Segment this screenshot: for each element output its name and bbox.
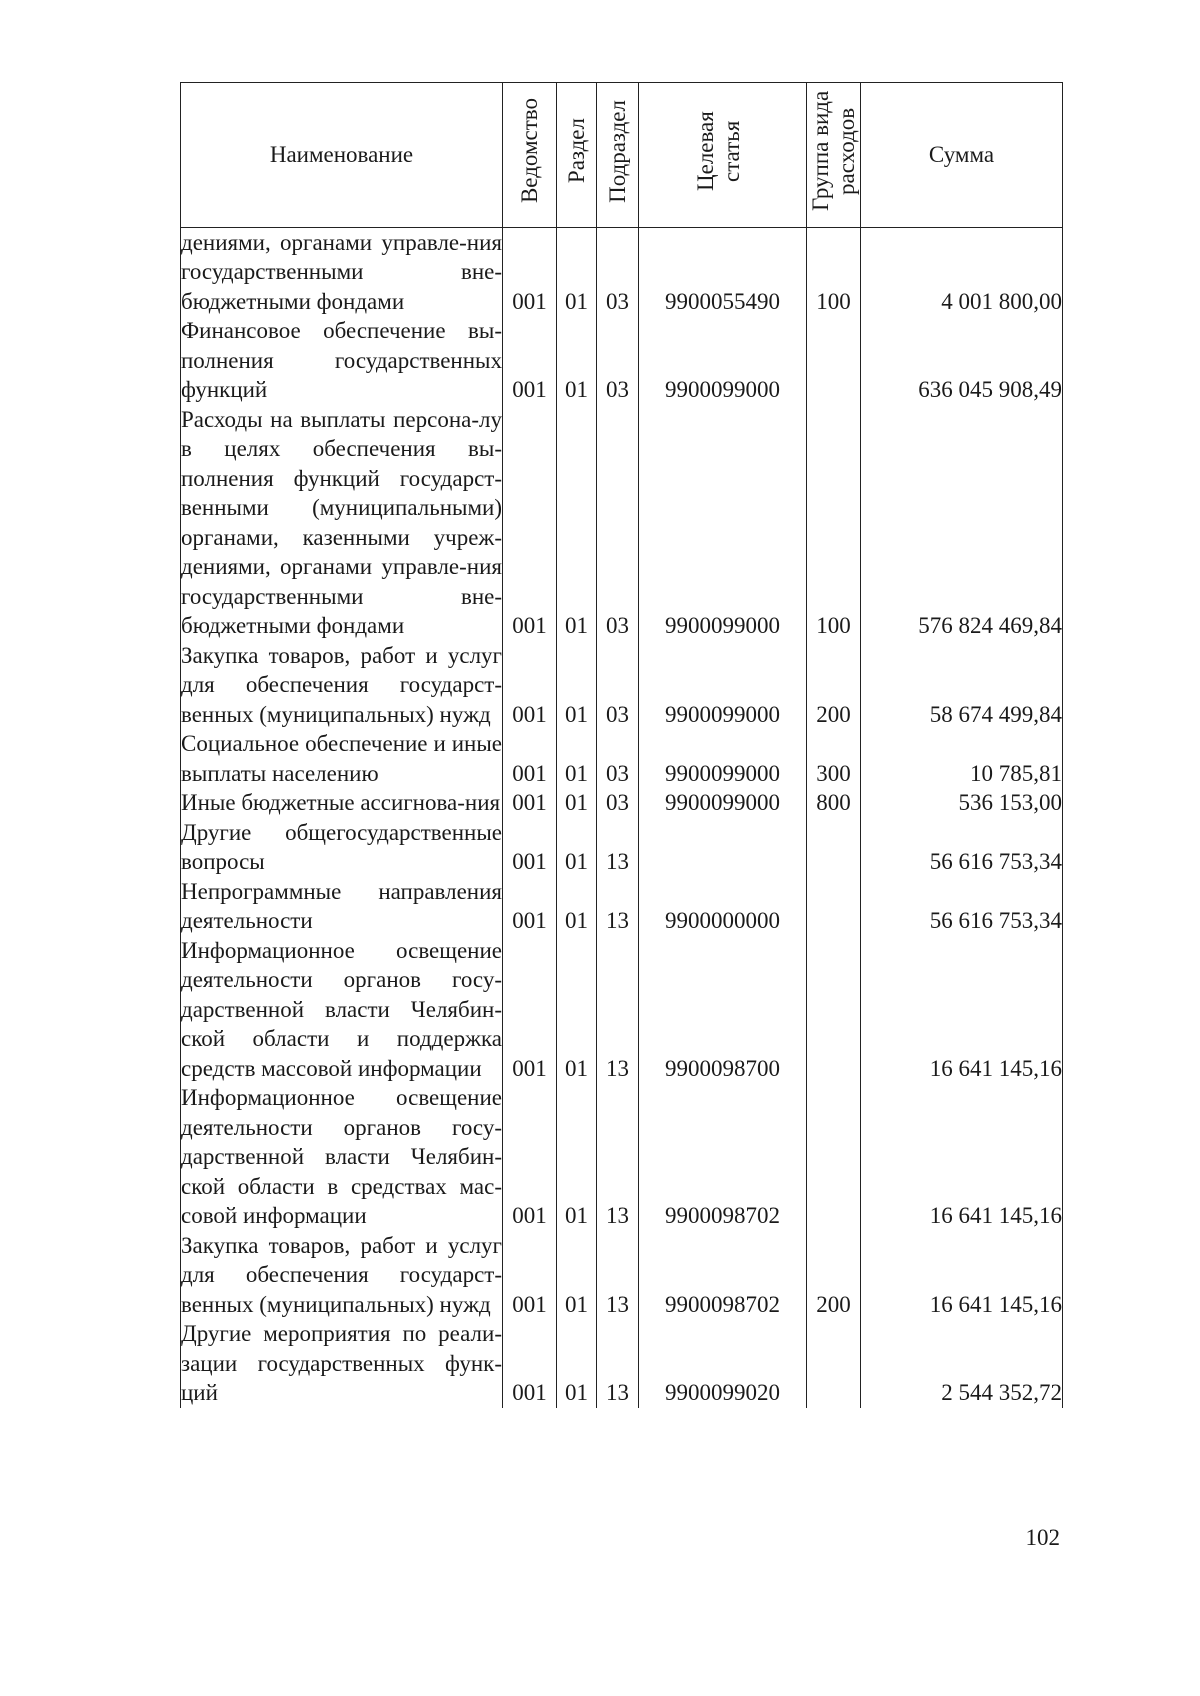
row-sum: 56 616 753,34 bbox=[861, 877, 1063, 936]
header-sum-label: Сумма bbox=[928, 142, 995, 167]
row-sum: 16 641 145,16 bbox=[861, 1083, 1063, 1231]
header-group-label: Группа вида расходов bbox=[807, 90, 859, 212]
header-subsection-label: Подраздел bbox=[604, 99, 630, 203]
row-subsection: 13 bbox=[597, 1319, 639, 1408]
row-sum: 636 045 908,49 bbox=[861, 316, 1063, 405]
row-subsection: 13 bbox=[597, 1083, 639, 1231]
header-subsection bbox=[597, 83, 639, 228]
row-group bbox=[807, 1083, 861, 1231]
row-dept: 001 bbox=[503, 1319, 557, 1408]
row-dept: 001 bbox=[503, 788, 557, 818]
table-header-row bbox=[181, 83, 1063, 228]
row-dept: 001 bbox=[503, 316, 557, 405]
table-row bbox=[181, 405, 1063, 641]
row-dept: 001 bbox=[503, 729, 557, 788]
row-target: 9900098702 bbox=[639, 1231, 807, 1320]
row-subsection: 03 bbox=[597, 788, 639, 818]
table-body bbox=[181, 227, 1063, 1408]
row-sum: 576 824 469,84 bbox=[861, 405, 1063, 641]
header-section-label: Раздел bbox=[563, 118, 589, 184]
row-section: 01 bbox=[557, 1231, 597, 1320]
row-subsection: 13 bbox=[597, 818, 639, 877]
row-sum: 16 641 145,16 bbox=[861, 1231, 1063, 1320]
row-target: 9900099000 bbox=[639, 788, 807, 818]
page-number: 102 bbox=[1025, 1525, 1060, 1550]
row-target: 9900055490 bbox=[639, 227, 807, 316]
row-name: Информационное освещение деятельности органов госу-дарственной власти Челябин-ской области в средствах мас-совой информации bbox=[181, 1083, 503, 1231]
row-sum: 4 001 800,00 bbox=[861, 227, 1063, 316]
row-target: 9900098702 bbox=[639, 1083, 807, 1231]
header-group bbox=[807, 83, 861, 228]
table-row bbox=[181, 316, 1063, 405]
header-target bbox=[639, 83, 807, 228]
table-row bbox=[181, 818, 1063, 877]
table-row bbox=[181, 936, 1063, 1084]
row-name: Другие общегосударственные вопросы bbox=[181, 818, 503, 877]
row-sum: 58 674 499,84 bbox=[861, 641, 1063, 730]
row-name: Расходы на выплаты персона-лу в целях обеспечения вы-полнения функций государст-венными (муниципальными) органами, казенными учреж-дениями, органами управле-ния государственными вне-бюджетными фондами bbox=[181, 405, 503, 641]
row-target: 9900099000 bbox=[639, 405, 807, 641]
row-group bbox=[807, 877, 861, 936]
row-target: 9900098700 bbox=[639, 936, 807, 1084]
row-name: Информационное освещение деятельности органов госу-дарственной власти Челябин-ской области и поддержка средств массовой информации bbox=[181, 936, 503, 1084]
row-dept: 001 bbox=[503, 936, 557, 1084]
row-group: 200 bbox=[807, 641, 861, 730]
row-section: 01 bbox=[557, 877, 597, 936]
row-dept: 001 bbox=[503, 227, 557, 316]
row-name: Закупка товаров, работ и услуг для обеспечения государст-венных (муниципальных) нужд bbox=[181, 641, 503, 730]
row-sum: 536 153,00 bbox=[861, 788, 1063, 818]
row-section: 01 bbox=[557, 1319, 597, 1408]
row-group bbox=[807, 1319, 861, 1408]
row-target: 9900099020 bbox=[639, 1319, 807, 1408]
table-row bbox=[181, 1231, 1063, 1320]
row-name: Иные бюджетные ассигнова-ния bbox=[181, 788, 503, 818]
row-dept: 001 bbox=[503, 405, 557, 641]
table-row bbox=[181, 877, 1063, 936]
row-target: 9900099000 bbox=[639, 729, 807, 788]
header-dept bbox=[503, 83, 557, 228]
row-section: 01 bbox=[557, 316, 597, 405]
row-dept: 001 bbox=[503, 641, 557, 730]
row-section: 01 bbox=[557, 227, 597, 316]
row-name: Социальное обеспечение и иные выплаты населению bbox=[181, 729, 503, 788]
row-name: дениями, органами управле-ния государственными вне-бюджетными фондами bbox=[181, 227, 503, 316]
header-name-label: Наименование bbox=[269, 142, 414, 167]
row-target: 9900099000 bbox=[639, 641, 807, 730]
row-group: 300 bbox=[807, 729, 861, 788]
row-sum: 56 616 753,34 bbox=[861, 818, 1063, 877]
row-section: 01 bbox=[557, 788, 597, 818]
header-section bbox=[557, 83, 597, 228]
row-dept: 001 bbox=[503, 1083, 557, 1231]
row-sum: 10 785,81 bbox=[861, 729, 1063, 788]
row-subsection: 13 bbox=[597, 877, 639, 936]
table-row bbox=[181, 788, 1063, 818]
row-name: Закупка товаров, работ и услуг для обеспечения государст-венных (муниципальных) нужд bbox=[181, 1231, 503, 1320]
row-subsection: 03 bbox=[597, 316, 639, 405]
row-section: 01 bbox=[557, 729, 597, 788]
table-row bbox=[181, 729, 1063, 788]
row-sum: 2 544 352,72 bbox=[861, 1319, 1063, 1408]
row-section: 01 bbox=[557, 641, 597, 730]
row-group: 800 bbox=[807, 788, 861, 818]
row-group: 100 bbox=[807, 405, 861, 641]
row-name: Непрограммные направления деятельности bbox=[181, 877, 503, 936]
row-section: 01 bbox=[557, 405, 597, 641]
row-group bbox=[807, 316, 861, 405]
row-dept: 001 bbox=[503, 877, 557, 936]
row-group bbox=[807, 936, 861, 1084]
header-target-label: Целевая статья bbox=[692, 111, 744, 191]
row-section: 01 bbox=[557, 818, 597, 877]
row-sum: 16 641 145,16 bbox=[861, 936, 1063, 1084]
row-section: 01 bbox=[557, 1083, 597, 1231]
row-section: 01 bbox=[557, 936, 597, 1084]
header-sum bbox=[861, 83, 1063, 228]
table-row bbox=[181, 227, 1063, 316]
row-subsection: 13 bbox=[597, 936, 639, 1084]
row-target: 9900000000 bbox=[639, 877, 807, 936]
row-group: 100 bbox=[807, 227, 861, 316]
row-subsection: 03 bbox=[597, 729, 639, 788]
header-dept-label: Ведомство bbox=[516, 98, 542, 204]
row-name: Другие мероприятия по реали-зации государственных функ-ций bbox=[181, 1319, 503, 1408]
table-row bbox=[181, 641, 1063, 730]
row-group: 200 bbox=[807, 1231, 861, 1320]
row-target: 9900099000 bbox=[639, 316, 807, 405]
header-name bbox=[181, 83, 503, 228]
row-name: Финансовое обеспечение вы-полнения государственных функций bbox=[181, 316, 503, 405]
row-dept: 001 bbox=[503, 1231, 557, 1320]
row-target bbox=[639, 818, 807, 877]
row-group bbox=[807, 818, 861, 877]
table-row bbox=[181, 1083, 1063, 1231]
row-subsection: 03 bbox=[597, 227, 639, 316]
row-dept: 001 bbox=[503, 818, 557, 877]
row-subsection: 03 bbox=[597, 641, 639, 730]
table-row bbox=[181, 1319, 1063, 1408]
row-subsection: 13 bbox=[597, 1231, 639, 1320]
budget-table bbox=[180, 82, 1063, 1408]
row-subsection: 03 bbox=[597, 405, 639, 641]
